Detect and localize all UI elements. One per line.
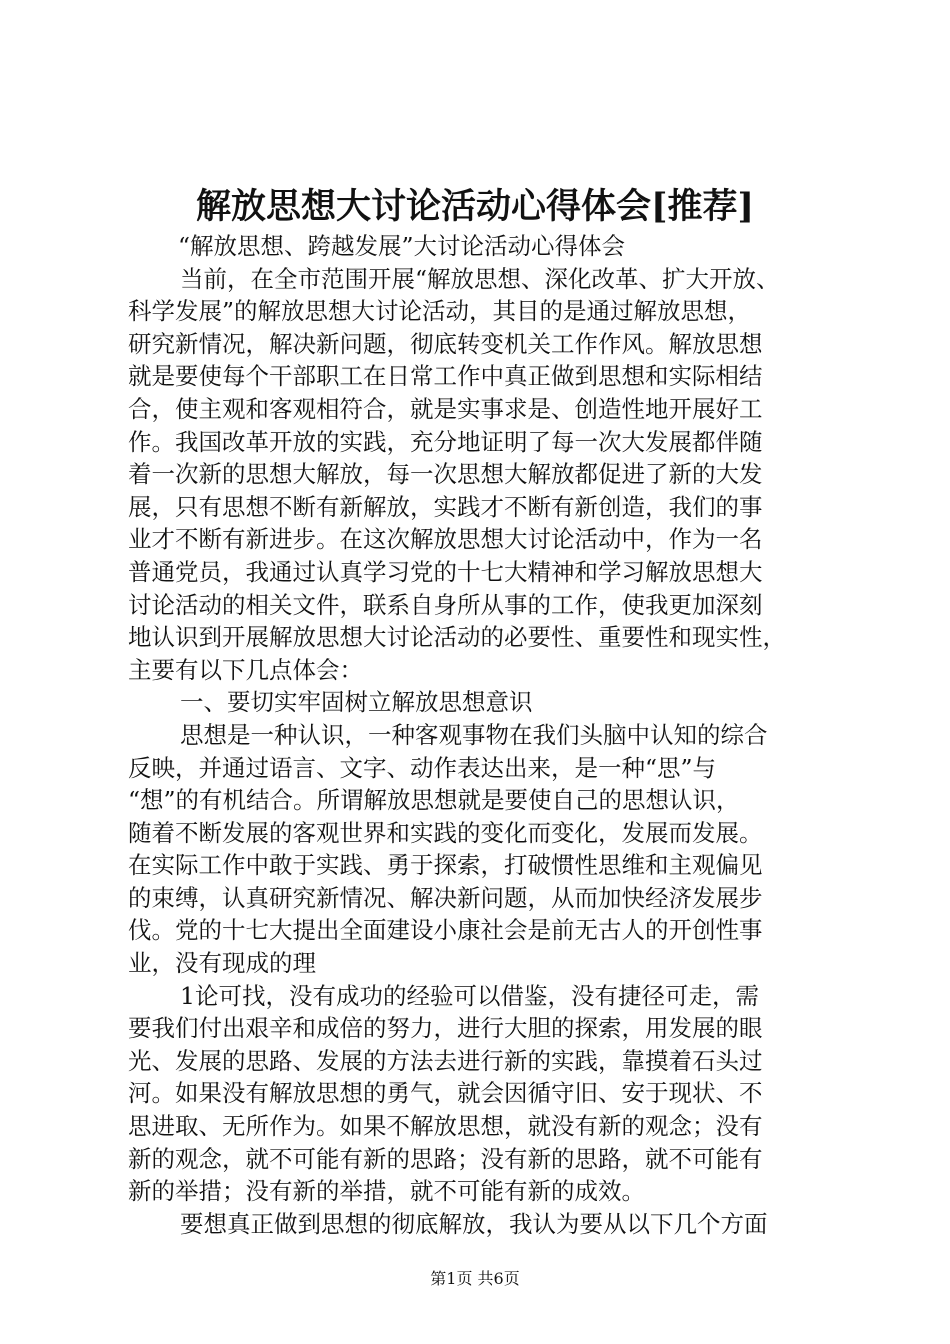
paragraph-line: 的束缚，认真研究新情况、解决新问题，从而加快经济发展步 xyxy=(128,883,763,912)
subtitle-line: “解放思想、跨越发展”大讨论活动心得体会 xyxy=(178,232,626,260)
paragraph-line: 在实际工作中敢于实践、勇于探索，打破惯性思维和主观偏见 xyxy=(128,851,763,880)
paragraph-line: 作。我国改革开放的实践，充分地证明了每一次大发展都伴随 xyxy=(128,427,763,456)
paragraph-line: “想”的有机结合。所谓解放思想就是要使自己的思想认识， xyxy=(128,786,740,815)
paragraph-line: 思进取、无所作为。如果不解放思想，就没有新的观念；没有 xyxy=(128,1112,763,1141)
paragraph-line: 新的举措；没有新的举措，就不可能有新的成效。 xyxy=(128,1177,645,1206)
paragraph-line: 河。如果没有解放思想的勇气，就会因循守旧、安于现状、不 xyxy=(128,1079,763,1108)
paragraph-line: 科学发展”的解放思想大讨论活动，其目的是通过解放思想， xyxy=(128,297,752,326)
paragraph-line: 展，只有思想不断有新解放，实践才不断有新创造，我们的事 xyxy=(128,492,763,521)
paragraph-line: 随着不断发展的客观世界和实践的变化而变化，发展而发展。 xyxy=(128,818,763,847)
paragraph-line: 着一次新的思想大解放，每一次思想大解放都促进了新的大发 xyxy=(128,460,763,489)
paragraph-line: 当前，在全市范围开展“解放思想、深化改革、扩大开放、 xyxy=(180,264,780,293)
paragraph-line: 合，使主观和客观相符合，就是实事求是、创造性地开展好工 xyxy=(128,394,763,423)
paragraph-line: 主要有以下几点体会： xyxy=(128,655,363,684)
paragraph-line: 1论可找，没有成功的经验可以借鉴，没有捷径可走，需 xyxy=(180,981,759,1010)
paragraph-line: 反映，并通过语言、文字、动作表达出来，是一种“思”与 xyxy=(128,753,717,782)
paragraph-line: 地认识到开展解放思想大讨论活动的必要性、重要性和现实性， xyxy=(128,623,786,652)
paragraph-line: 就是要使每个干部职工在日常工作中真正做到思想和实际相结 xyxy=(128,362,763,391)
paragraph-line: 思想是一种认识，一种客观事物在我们头脑中认知的综合 xyxy=(180,720,768,749)
page-number-footer: 第1页 共6页 xyxy=(430,1269,520,1288)
paragraph-line: 要我们付出艰辛和成倍的努力，进行大胆的探索，用发展的眼 xyxy=(128,1014,763,1043)
paragraph-line: 要想真正做到思想的彻底解放，我认为要从以下几个方面 xyxy=(180,1209,768,1238)
document-body xyxy=(128,230,828,1240)
paragraph-line: 新的观念，就不可能有新的思路；没有新的思路，就不可能有 xyxy=(128,1144,763,1173)
paragraph-line: 普通党员，我通过认真学习党的十七大精神和学习解放思想大 xyxy=(128,557,763,586)
paragraph-line: 研究新情况，解决新问题，彻底转变机关工作作风。解放思想 xyxy=(128,329,763,358)
paragraph-line: 业，没有现成的理 xyxy=(128,949,316,978)
paragraph-line: 讨论活动的相关文件，联系自身所从事的工作，使我更加深刻 xyxy=(128,590,763,619)
document-title: 解放思想大讨论活动心得体会[推荐] xyxy=(195,186,755,227)
section-heading: 一、要切实牢固树立解放思想意识 xyxy=(180,688,533,717)
paragraph-line: 光、发展的思路、发展的方法去进行新的实践，靠摸着石头过 xyxy=(128,1046,763,1075)
paragraph-line: 伐。党的十七大提出全面建设小康社会是前无古人的开创性事 xyxy=(128,916,763,945)
paragraph-line: 业才不断有新进步。在这次解放思想大讨论活动中，作为一名 xyxy=(128,525,763,554)
